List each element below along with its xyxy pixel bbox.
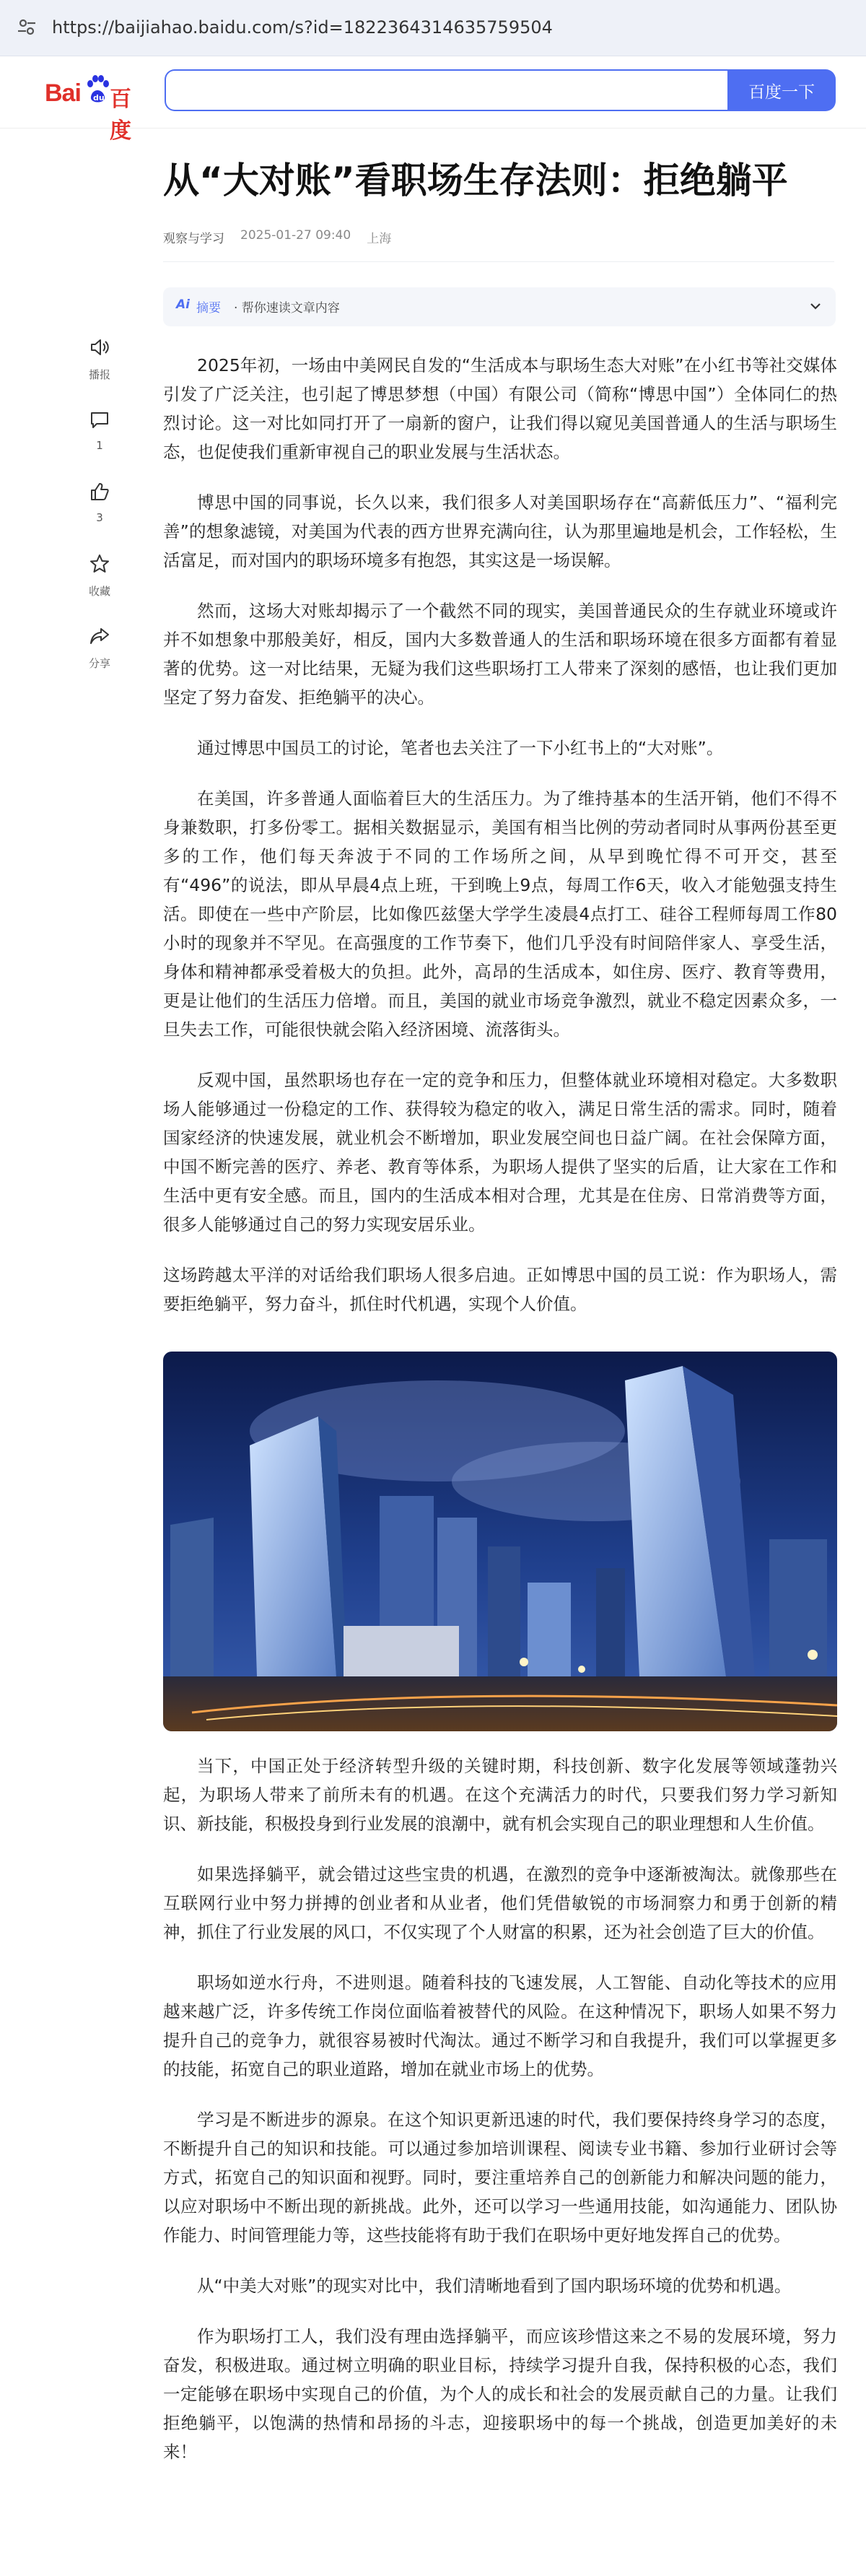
comment-icon: [87, 407, 112, 432]
article-body: [163, 351, 837, 1340]
article-paragraph: 然而，这场大对账却揭示了一个截然不同的现实，美国普通民众的生存就业环境或许并不如想象中那般美好，相反，国内大多数普通人的生活和职场环境在很多方面都有着显著的优势。这一对比结果，无疑为我们这些职场打工人带来了深刻的感悟，也让我们更加坚定了努力奋发、拒绝躺平的决心。: [163, 601, 837, 708]
speaker-icon: [87, 335, 112, 360]
comment-count: 1: [96, 439, 103, 452]
star-icon: [87, 552, 112, 576]
article-meta: [163, 228, 391, 246]
article-paragraph: 这场跨越太平洋的对话给我们职场人很多启迪。正如博思中国的员工说：作为职场人，需要拒绝躺平，努力奋斗，抓住时代机遇，实现个人价值。: [163, 1265, 837, 1314]
baidu-logo[interactable]: [45, 75, 146, 143]
logo-baidu-text: 百度: [110, 87, 131, 143]
article-paragraph: 作为职场打工人，我们没有理由选择躺平，而应该珍惜这来之不易的发展环境，努力奋发，积极进取。通过树立明确的职业目标，持续学习提升自我，保持积极的心态，我们一定能够在职场中实现自己的价值，为个人的成长和社会的发展贡献自己的力量。让我们拒绝躺平，以饱满的热情和昂扬的斗志，迎接职场中的每一个挑战，创造更加美好的未来！: [163, 2326, 837, 2462]
article-paragraph: 当下，中国正处于经济转型升级的关键时期，科技创新、数字化发展等领域蓬勃兴起，为职场人带来了前所未有的机遇。在这个充满活力的时代，只要我们努力学习新知识、新技能，积极投身到行业发展的浪潮中，就有机会实现自己的职业理想和人生价值。: [163, 1756, 837, 1834]
like-button[interactable]: [78, 479, 121, 524]
article-paragraph: 在美国，许多普通人面临着巨大的生活压力。为了维持基本的生活开销，他们不得不身兼数职，打多份零工。据相关数据显示，美国有相当比例的劳动者同时从事两份甚至更多的工作，他们每天奔波于不同的工作场所之间，从早到晚忙得不可开交，甚至有“496”的说法，即从早晨4点上班，干到晚上9点，每周工作6天，收入才能勉强支持生活。即使在一些中产阶层，比如像匹兹堡大学学生凌晨4点打工、硅谷工程师每周工作80小时的现象并不罕见。在高强度的工作节奏下，他们几乎没有时间陪伴家人、享受生活，身体和精神都承受着极大的负担。此外，高昂的生活成本，如住房、医疗、教育等费用，更是让他们的生活压力倍增。而且，美国的就业市场竞争激烈，就业不稳定因素众多，一旦失去工作，可能很快就会陷入经济困境、流落街头。: [163, 788, 837, 1040]
article-paragraph: 博思中国的同事说，长久以来，我们很多人对美国职场存在“高薪低压力”、“福利完善”的想象滤镜，对美国为代表的西方世界充满向往，认为那里遍地是机会，工作轻松，生活富足，而对国内的职场环境多有抱怨，其实这是一场误解。: [163, 492, 837, 570]
sidebar-label: 收藏: [88, 585, 110, 598]
article-paragraph: 从“中美大对账”的现实对比中，我们清晰地看到了国内职场环境的优势和机遇。: [197, 2276, 792, 2296]
broadcast-button[interactable]: [78, 335, 121, 382]
publish-date: 2025-01-27 09:40: [240, 228, 351, 243]
publish-location: 上海: [367, 232, 392, 246]
article-paragraph: 2025年初，一场由中美网民自发的“生活成本与职场生态大对账”在小红书等社交媒体引发了广泛关注，也引起了博思梦想（中国）有限公司（简称“博思中国”）全体同仁的热烈讨论。这一对比如同打开了一扇新的窗户，让我们得以窥见美国普通人的生活与职场生态，也促使我们重新审视自己的职业发展与生活状态。: [163, 355, 837, 462]
share-button[interactable]: [78, 624, 121, 671]
article-title: 从“大对账”看职场生存法则：拒绝躺平: [163, 160, 788, 201]
author-source[interactable]: 观察与学习: [163, 232, 224, 246]
browser-url-bar: [0, 0, 866, 56]
tune-icon[interactable]: [16, 16, 38, 38]
comment-button[interactable]: [78, 407, 121, 452]
ai-icon: Ai: [176, 297, 190, 312]
city-night-photo: [163, 1352, 837, 1731]
like-count: 3: [96, 511, 103, 524]
thumbs-up-icon: [87, 479, 112, 504]
article-paragraph: 如果选择躺平，就会错过这些宝贵的机遇，在激烈的竞争中逐渐被淘汰。就像那些在互联网行业中努力拼搏的创业者和从业者，他们凭借敏锐的市场洞察力和勇于创新的精神，抓住了行业发展的风口，不仅实现了个人财富的积累，还为社会创造了巨大的价值。: [163, 1864, 837, 1942]
article-paragraph: 通过博思中国员工的讨论，笔者也去关注了一下小红书上的“大对账”。: [197, 738, 724, 758]
share-icon: [87, 624, 112, 648]
paw-icon: [85, 75, 110, 105]
article-paragraph: 反观中国，虽然职场也存在一定的竞争和压力，但整体就业环境相对稳定。大多数职场人能够通过一份稳定的工作、获得较为稳定的收入，满足日常生活的需求。同时，随着国家经济的快速发展，就业机会不断增加，职业发展空间也日益广阔。在社会保障方面，中国不断完善的医疗、养老、教育等体系，为职场人提供了坚实的后盾，让大家在工作和生活中更有安全感。而且，国内的生活成本相对合理，尤其是在住房、日常消费等方面，很多人能够通过自己的努力实现安居乐业。: [163, 1070, 837, 1235]
svg-text:du: du: [93, 93, 105, 103]
sidebar-label: 分享: [88, 657, 110, 670]
url-text[interactable]: https://baijiahao.baidu.com/s?id=1822364314635759504: [52, 17, 553, 38]
divider: [163, 261, 834, 262]
sidebar-label: 播报: [88, 368, 110, 381]
ai-summary-bar[interactable]: [163, 287, 836, 326]
chevron-down-icon[interactable]: [808, 299, 823, 313]
favorite-button[interactable]: [78, 552, 121, 599]
article-body-continued: [163, 1752, 837, 2488]
search-button[interactable]: 百度一下: [727, 69, 836, 111]
search-input[interactable]: [165, 69, 729, 111]
article-paragraph: 职场如逆水行舟，不进则退。随着科技的飞速发展，人工智能、自动化等技术的应用越来越广泛，许多传统工作岗位面临着被替代的风险。在这种情况下，职场人如果不努力提升自己的竞争力，就很容易被时代淘汰。通过不断学习和自我提升，我们可以掌握更多的技能，拓宽自己的职业道路，增加在就业市场上的优势。: [163, 1972, 837, 2079]
logo-bai-text: Bai: [45, 79, 81, 107]
article-paragraph: 学习是不断进步的源泉。在这个知识更新迅速的时代，我们要保持终身学习的态度，不断提升自己的知识和技能。可以通过参加培训课程、阅读专业书籍、参加行业研讨会等方式，拓宽自己的知识面和视野。同时，要注重培养自己的创新能力和解决问题的能力，以应对职场中不断出现的新挑战。此外，还可以学习一些通用技能，如沟通能力、团队协作能力、时间管理能力等，这些技能将有助于我们在职场中更好地发挥自己的优势。: [163, 2110, 837, 2245]
ai-summary-label: 摘要: [196, 301, 221, 316]
ai-summary-desc: · 帮你速读文章内容: [234, 301, 340, 316]
